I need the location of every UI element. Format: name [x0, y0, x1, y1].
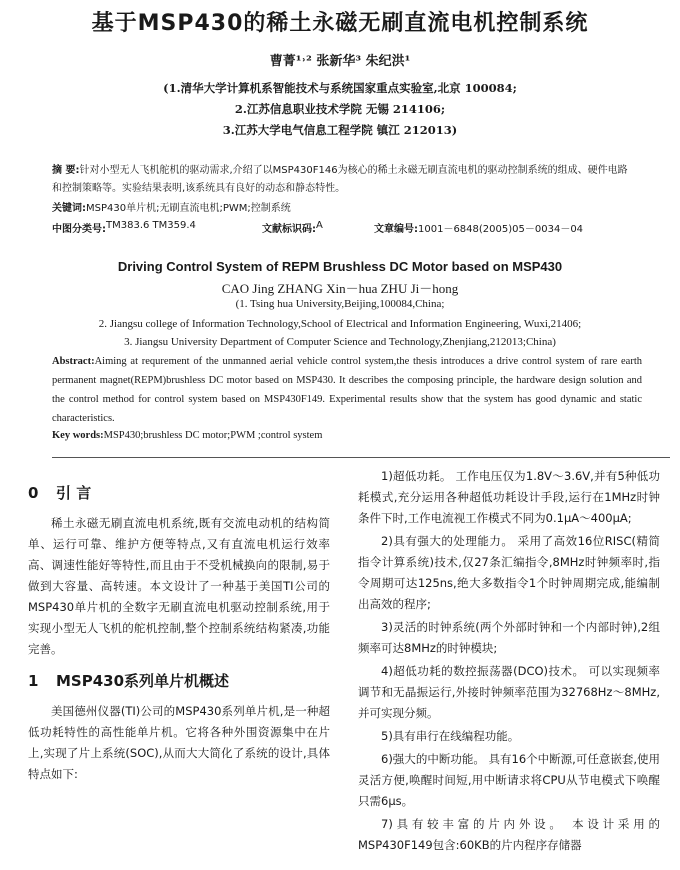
chinese-abstract [52, 162, 632, 198]
english-affiliation-3: 3. Jiangsu University Department of Computer Science and Technology,Zhenjiang,212013;China) [124, 336, 556, 348]
english-abstract-text: Aiming at requrement of the unmanned aerial vehicle control system,the thesis introduces a drive control system of rare earth permanent magnet(REPM)brushless DC motor based on MSP430. It describes the composing principle, the hardware design solution and the control method for control system based on MSP430F149. Experimental results show that the system has good dynamic and static characteristics. [52, 356, 642, 424]
article-no-value: 1001－6848(2005)05－0034－04 [418, 224, 584, 235]
section-1-heading [28, 670, 330, 691]
clc-label: 中图分类号: [52, 224, 106, 235]
msp430-overview-paragraph: 美国德州仪器(TI)公司的MSP430系列单片机,是一种超低功耗特性的高性能单片机。它将各种外围资源集中在片上,实现了片上系统(SOC),从而大大简化了系统的设计,具体特点如下: [28, 704, 330, 781]
chinese-keywords [52, 200, 632, 218]
english-keywords-label: Key words: [52, 430, 104, 441]
english-affiliation-1: (1. Tsing hua University,Beijing,100084,China; [235, 298, 445, 310]
english-authors: CAO Jing ZHANG Xin－hua ZHU Ji－hong [221, 281, 459, 296]
affiliation-3: 3.江苏大学电气信息工程学院 镇江 212013) [222, 123, 458, 137]
section-1-title: MSP430系列单片机概述 [56, 672, 230, 690]
paper-title: 基于MSP430的稀土永磁无刷直流电机控制系统 [91, 11, 589, 36]
affiliation-2: 2.江苏信息职业技术学院 无锡 214106; [234, 102, 446, 116]
english-keywords-text: MSP430;brushless DC motor;PWM ;control system [103, 430, 323, 441]
section-0-heading [28, 482, 330, 503]
feature-item-2: 2)具有强大的处理能力。 采用了高效16位RISC(精简指令计算系统)技术,仅27条汇编指令,8MHz时钟频率时,指令周期可达125ns,绝大多数指令1个时钟周期完成,能编制出高效的程序; [358, 534, 660, 611]
feature-item-3: 3)灵活的时钟系统(两个外部时钟和一个内部时钟),2组频率可达8MHz的时钟模块; [358, 620, 660, 655]
affiliation-1: (1.清华大学计算机系智能技术与系统国家重点实验室,北京 100084; [163, 81, 517, 95]
section-divider [52, 457, 670, 458]
article-no-label: 文章编号: [374, 224, 418, 235]
english-abstract-label: Abstract: [52, 356, 95, 367]
left-column [28, 466, 330, 795]
english-affiliation-2: 2. Jiangsu college of Information Technology,School of Electrical and Information Engineering, Wuxi,21406; [98, 318, 582, 330]
keywords-cn-label: 关键词: [52, 203, 86, 214]
section-0-title: 引 言 [56, 484, 92, 502]
abstract-cn-text: 针对小型无人飞机舵机的驱动需求,介绍了以MSP430F146为核心的稀土永磁无刷直流电机的驱动控制系统的组成、硬件电路和控制策略等。实验结果表明,该系统具有良好的动态和静态特性。 [52, 165, 628, 194]
keywords-cn-text: MSP430单片机;无刷直流电机;PWM;控制系统 [86, 203, 291, 214]
clc-value: TM383.6 TM359.4 [106, 220, 196, 231]
section-1-number: 1 [28, 672, 39, 690]
doc-code-label: 文献标识码: [262, 224, 316, 235]
english-abstract [52, 352, 642, 428]
feature-item-7: 7)具有较丰富的片内外设。 本设计采用的MSP430F149包含:60KB的片内程序存储器 [358, 817, 660, 852]
author-list: 曹菁¹˒² 张新华³ 朱纪洪¹ [269, 54, 411, 69]
feature-item-4: 4)超低功耗的数控振荡器(DCO)技术。 可以实现频率调节和无晶振运行,外接时钟频率范围为32768Hz～8MHz,并可实现分频。 [358, 664, 660, 720]
intro-paragraph: 稀土永磁无刷直流电机系统,既有交流电动机的结构简单、运行可靠、维护方便等特点,又有直流电机运行效率高、调速性能好等特性,而且由于不受机械换向的限制,易于做到大容量、高转速。本文设计了一种基于美国TI公司的MSP430单片机的全数字无刷直流电机驱动控制系统,用于实现小型无人飞机的舵机控制,整个控制系统结构紧凑,功能完善。 [28, 516, 330, 656]
doc-code-value: A [316, 220, 323, 231]
section-0-number: 0 [28, 484, 39, 502]
right-column [358, 466, 660, 858]
english-title: Driving Control System of REPM Brushless DC Motor based on MSP430 [117, 259, 563, 274]
feature-item-1: 1)超低功耗。 工作电压仅为1.8V～3.6V,并有5种低功耗模式,充分运用各种超低功耗设计手段,运行在1MHz时钟条件下时,工作电流视工作模式不同为0.1μA～400μA; [358, 469, 660, 525]
abstract-cn-label: 摘 要: [52, 165, 80, 176]
english-keywords [52, 430, 642, 441]
feature-item-5: 5)具有串行在线编程功能。 [381, 729, 520, 743]
feature-item-6: 6)强大的中断功能。 具有16个中断源,可任意嵌套,使用灵活方便,唤醒时间短,用中断请求将CPU从节电模式下唤醒只需6μs。 [358, 752, 660, 808]
